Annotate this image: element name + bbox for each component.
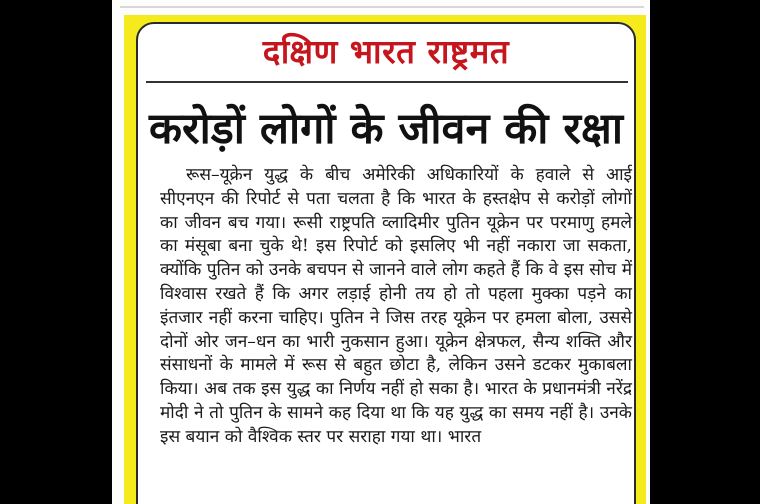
page-top-rule <box>120 0 644 8</box>
masthead-divider <box>146 81 628 83</box>
article-body: रूस–यूक्रेन युद्ध के बीच अमेरिकी अधिकारियों के हवाले से आई सीएनएन की रिपोर्ट से पता चलता है कि भारत के हस्तक्षेप से करोड़ों लोगों का जीवन बच गया। रूसी राष्ट्रपति व्लादिमीर पुतिन यूक्रेन पर परमाणु हमले का मंसूबा बना चुके थे! इस रिपोर्ट को इसलिए भी नहीं नकारा जा सकता, क्योंकि पुतिन को उनके बचपन से जानने वाले लोग कहते हैं कि वे इस सोच में विश्वास रखते हैं कि अगर लड़ाई होनी तय हो तो पहला मुक्का पड़ने का इंतजार नहीं करना चाहिए। पुतिन ने जिस तरह यूक्रेन पर हमला बोला, उससे दोनों ओर जन–धन का भारी नुकसान हुआ। यूक्रेन क्षेत्रफल, सैन्य शक्ति और संसाधनों के मामले में रूस से बहुत छोटा है, लेकिन उसने डटकर मुकाबला किया। अब तक इस युद्ध का निर्णय नहीं हो सका है। भारत के प्रधानमंत्री नरेंद्र मोदी ने तो पुतिन के सामने कह दिया था कि यह युद्ध का समय नहीं है। उनके इस बयान को वैश्विक स्तर पर सराहा गया था। भारत <box>160 165 632 447</box>
article-headline: करोड़ों लोगों के जीवन की रक्षा <box>149 104 623 154</box>
masthead-title: दक्षिण भारत राष्ट्रमत <box>262 32 510 71</box>
